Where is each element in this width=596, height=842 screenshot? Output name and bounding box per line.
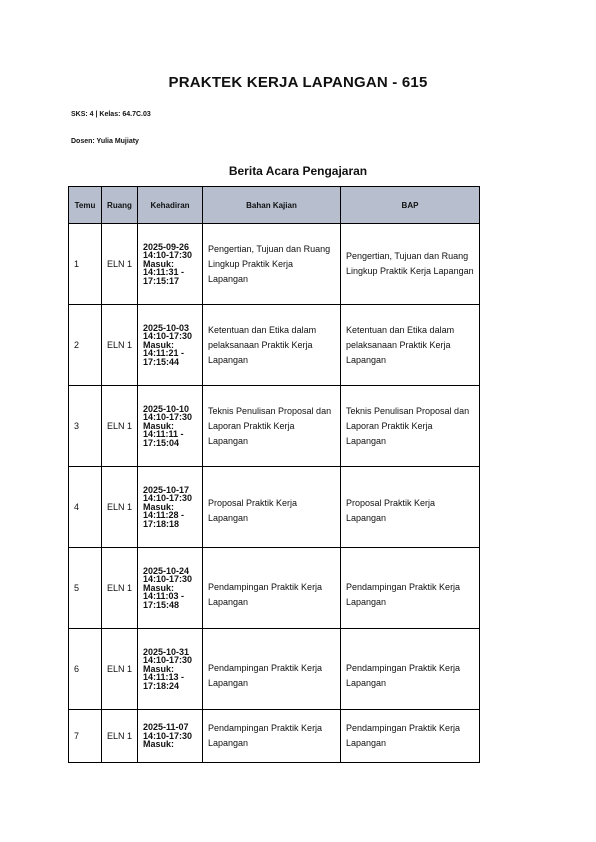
kehadiran-time: 14:10-17:30: [143, 493, 193, 504]
kehadiran-cell: [138, 386, 203, 467]
kehadiran-masuk-label: Masuk:: [143, 501, 175, 512]
kehadiran-date: 2025-10-03: [143, 322, 190, 333]
column-header-temu: Temu: [69, 187, 102, 224]
kehadiran-time: 14:10-17:30: [143, 412, 193, 423]
column-header-bap: BAP: [341, 187, 480, 224]
kehadiran-jam-keluar: 17:18:18: [143, 518, 180, 529]
temu-cell: 2: [69, 305, 102, 386]
table-row: [69, 548, 480, 629]
ruang-cell: ELN 1: [102, 710, 138, 763]
bahan-kajian-cell: Pendampingan Praktik Kerja Lapangan: [203, 710, 341, 763]
bap-cell: Teknis Penulisan Proposal dan Laporan Praktik Kerja Lapangan: [341, 386, 480, 467]
column-header-ruang: Ruang: [102, 187, 138, 224]
table-row: [69, 710, 480, 763]
bahan-kajian-cell: Ketentuan dan Etika dalam pelaksanaan Praktik Kerja Lapangan: [203, 305, 341, 386]
ruang-cell: ELN 1: [102, 548, 138, 629]
kehadiran-masuk-label: Masuk:: [143, 420, 175, 431]
kehadiran-jam-keluar: 17:15:17: [143, 275, 180, 286]
column-header-kehadiran: Kehadiran: [138, 187, 203, 224]
kehadiran-masuk-label: Masuk:: [143, 258, 175, 269]
kehadiran-date: 2025-10-17: [143, 484, 190, 495]
section-title: Berita Acara Pengajaran: [228, 164, 368, 178]
kehadiran-cell: [138, 710, 203, 763]
table-row: [69, 467, 480, 548]
kehadiran-date: 2025-10-24: [143, 565, 190, 576]
temu-cell: 1: [69, 224, 102, 305]
kehadiran-jam-keluar: 17:15:04: [143, 437, 180, 448]
kehadiran-masuk-label: Masuk:: [143, 663, 175, 674]
bap-cell: Proposal Praktik Kerja Lapangan: [341, 467, 480, 548]
bap-cell: Pengertian, Tujuan dan Ruang Lingkup Praktik Kerja Lapangan: [341, 224, 480, 305]
temu-cell: 5: [69, 548, 102, 629]
kehadiran-cell: [138, 305, 203, 386]
berita-acara-table: [68, 186, 480, 763]
kehadiran-jam-keluar: 17:15:48: [143, 599, 180, 610]
kehadiran-jam-masuk: 14:11:21 -: [143, 348, 185, 359]
kehadiran-date: 2025-10-31: [143, 646, 190, 657]
kehadiran-date: 2025-09-26: [143, 241, 190, 252]
kehadiran-masuk-label: Masuk:: [143, 739, 175, 750]
kehadiran-date: 2025-11-07: [143, 722, 189, 733]
ruang-cell: ELN 1: [102, 467, 138, 548]
table-row: [69, 386, 480, 467]
page-title: PRAKTEK KERJA LAPANGAN - 615: [168, 74, 428, 91]
kehadiran-date: 2025-10-10: [143, 403, 190, 414]
temu-cell: 4: [69, 467, 102, 548]
bap-cell: Pendampingan Praktik Kerja Lapangan: [341, 710, 480, 763]
ruang-cell: ELN 1: [102, 224, 138, 305]
table-row: [69, 629, 480, 710]
table-header-row: [69, 187, 480, 224]
sks-kelas-line: SKS: 4 | Kelas: 64.7C.03: [71, 111, 151, 118]
kehadiran-jam-masuk: 14:11:11 -: [143, 429, 184, 440]
table-row: [69, 224, 480, 305]
kehadiran-masuk-label: Masuk:: [143, 582, 175, 593]
kehadiran-cell: [138, 224, 203, 305]
temu-cell: 6: [69, 629, 102, 710]
bahan-kajian-cell: Pengertian, Tujuan dan Ruang Lingkup Praktik Kerja Lapangan: [203, 224, 341, 305]
kehadiran-jam-keluar: 17:15:44: [143, 356, 180, 367]
kehadiran-time: 14:10-17:30: [143, 574, 193, 585]
kehadiran-masuk-label: Masuk:: [143, 339, 175, 350]
bahan-kajian-cell: Pendampingan Praktik Kerja Lapangan: [203, 629, 341, 710]
dosen-line: Dosen: Yulia Mujiaty: [71, 138, 139, 145]
kehadiran-time: 14:10-17:30: [143, 331, 193, 342]
bahan-kajian-cell: Proposal Praktik Kerja Lapangan: [203, 467, 341, 548]
ruang-cell: ELN 1: [102, 629, 138, 710]
kehadiran-jam-masuk: 14:11:13 -: [143, 672, 185, 683]
temu-cell: 3: [69, 386, 102, 467]
kehadiran-jam-keluar: 17:18:24: [143, 680, 180, 691]
kehadiran-time: 14:10-17:30: [143, 250, 193, 261]
column-header-bahan-kajian: Bahan Kajian: [203, 187, 341, 224]
bahan-kajian-cell: Teknis Penulisan Proposal dan Laporan Praktik Kerja Lapangan: [203, 386, 341, 467]
kehadiran-jam-masuk: 14:11:03 -: [143, 591, 185, 602]
ruang-cell: ELN 1: [102, 386, 138, 467]
kehadiran-cell: [138, 467, 203, 548]
table-row: [69, 305, 480, 386]
bap-cell: Pendampingan Praktik Kerja Lapangan: [341, 548, 480, 629]
kehadiran-cell: [138, 629, 203, 710]
bahan-kajian-cell: Pendampingan Praktik Kerja Lapangan: [203, 548, 341, 629]
bap-cell: Ketentuan dan Etika dalam pelaksanaan Praktik Kerja Lapangan: [341, 305, 480, 386]
kehadiran-time: 14:10-17:30: [143, 655, 193, 666]
ruang-cell: ELN 1: [102, 305, 138, 386]
kehadiran-jam-masuk: 14:11:28 -: [143, 510, 185, 521]
bap-cell: Pendampingan Praktik Kerja Lapangan: [341, 629, 480, 710]
temu-cell: 7: [69, 710, 102, 763]
kehadiran-jam-masuk: 14:11:31 -: [143, 267, 185, 278]
kehadiran-cell: [138, 548, 203, 629]
kehadiran-time: 14:10-17:30: [143, 730, 193, 741]
